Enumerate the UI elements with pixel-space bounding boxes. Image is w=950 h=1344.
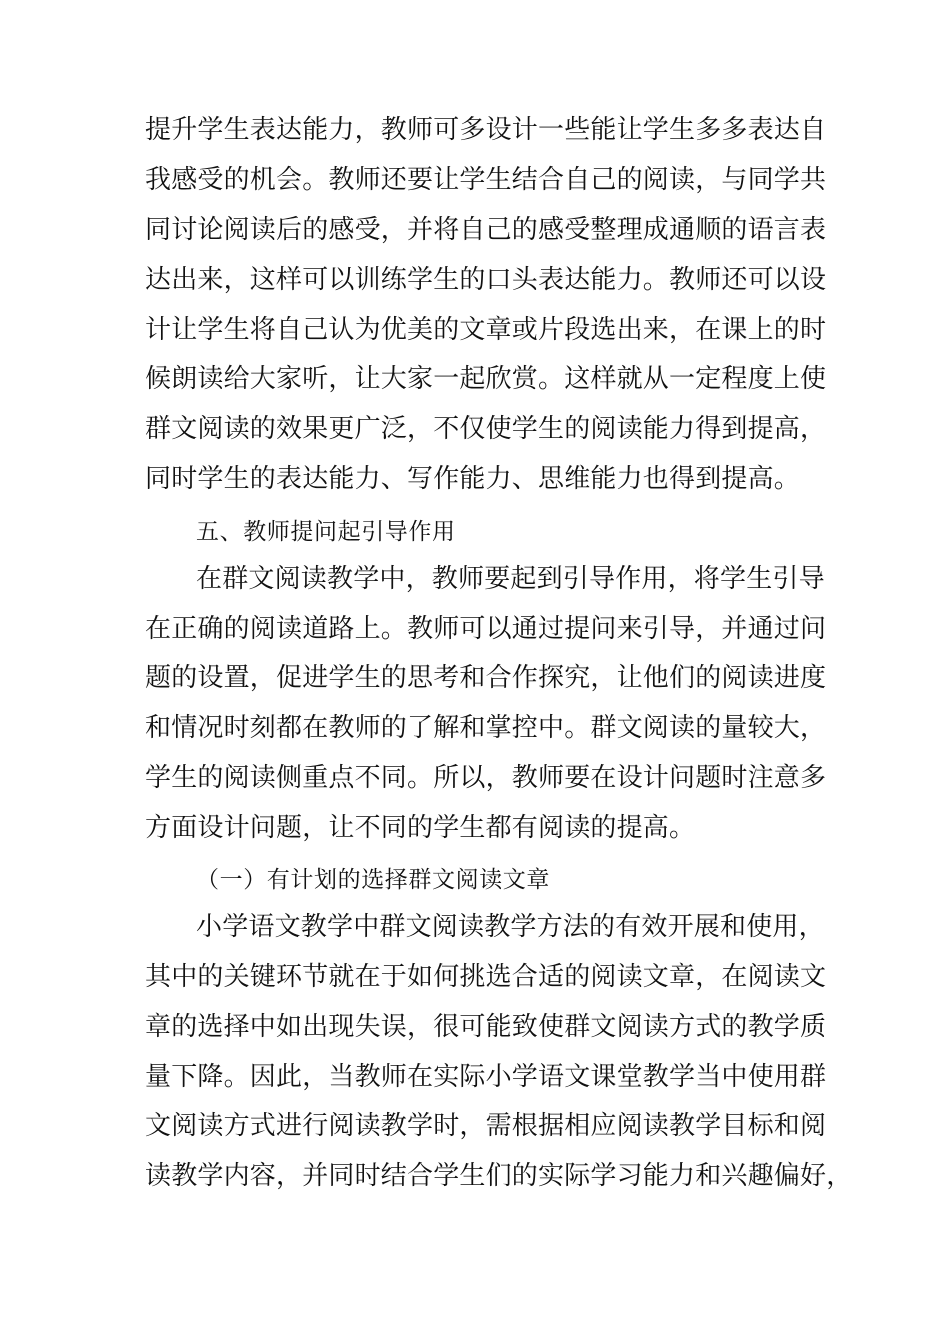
text-line-21: 文阅读方式进行阅读教学时，需根据相应阅读教学目标和阅 <box>145 1111 827 1141</box>
text-line-6: 候朗读给大家听，让大家一起欣赏。这样就从一定程度上使 <box>145 364 827 394</box>
text-line-15: 方面设计问题，让不同的学生都有阅读的提高。 <box>145 813 696 843</box>
text-line-18: 其中的关键环节就在于如何挑选合适的阅读文章，在阅读文 <box>145 962 827 992</box>
text-line-5: 计让学生将自己认为优美的文章或片段选出来，在课上的时 <box>145 315 827 345</box>
text-line-7: 群文阅读的效果更广泛，不仅使学生的阅读能力得到提高， <box>145 414 827 444</box>
text-line-20: 量下降。因此，当教师在实际小学语文课堂教学当中使用群 <box>145 1062 827 1092</box>
section-heading-5: 五、教师提问起引导作用 <box>196 519 456 545</box>
text-line-11: 在正确的阅读道路上。教师可以通过提问来引导，并通过问 <box>145 614 827 644</box>
text-line-14: 学生的阅读侧重点不同。所以，教师要在设计问题时注意多 <box>145 763 827 793</box>
text-line-13: 和情况时刻都在教师的了解和掌控中。群文阅读的量较大， <box>145 713 827 743</box>
text-line-2: 我感受的机会。教师还要让学生结合自己的阅读，与同学共 <box>145 165 827 195</box>
text-line-4: 达出来，这样可以训练学生的口头表达能力。教师还可以设 <box>145 265 827 295</box>
subsection-heading-1: （一）有计划的选择群文阅读文章 <box>196 867 550 893</box>
text-line-22: 读教学内容，并同时结合学生们的实际学习能力和兴趣偏好， <box>145 1161 853 1191</box>
text-line-17: 小学语文教学中群文阅读教学方法的有效开展和使用， <box>196 912 825 942</box>
text-line-10: 在群文阅读教学中，教师要起到引导作用，将学生引导 <box>196 564 825 594</box>
text-line-1: 提升学生表达能力，教师可多设计一些能让学生多多表达自 <box>145 115 827 145</box>
text-line-8: 同时学生的表达能力、写作能力、思维能力也得到提高。 <box>145 464 801 494</box>
text-line-12: 题的设置，促进学生的思考和合作探究，让他们的阅读进度 <box>145 663 827 693</box>
text-line-19: 章的选择中如出现失误，很可能致使群文阅读方式的教学质 <box>145 1012 827 1042</box>
text-line-3: 同讨论阅读后的感受，并将自己的感受整理成通顺的语言表 <box>145 215 827 245</box>
